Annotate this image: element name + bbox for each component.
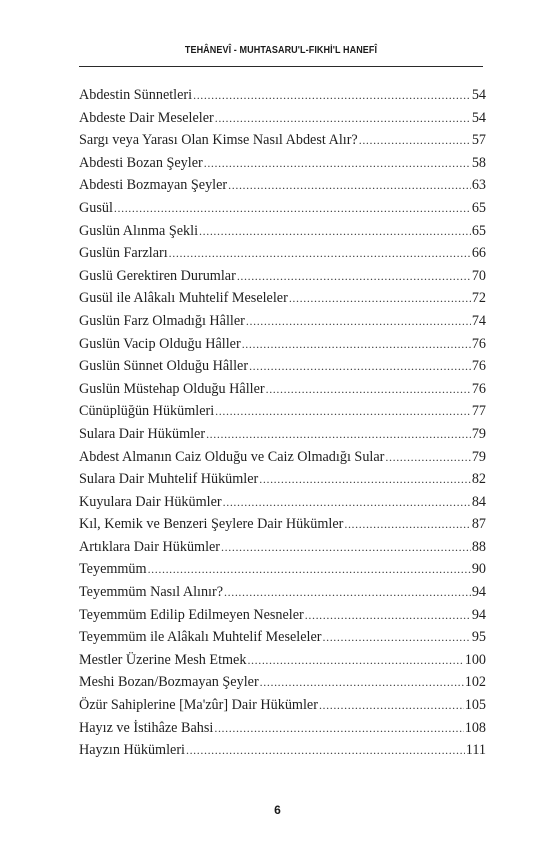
toc-entry <box>79 446 486 469</box>
toc-entry-page: 66 <box>471 245 486 262</box>
dot-leader <box>193 84 471 107</box>
toc-entry-page: 108 <box>464 719 486 736</box>
toc-entry-title: Abdest Almanın Caiz Olduğu ve Caiz Olmadığı Sular <box>79 448 385 465</box>
dot-leader <box>259 468 471 491</box>
toc-entry-page: 100 <box>464 651 486 668</box>
toc-entry-page: 88 <box>471 538 486 555</box>
toc-entry-page: 94 <box>471 584 486 601</box>
toc-entry <box>79 581 486 604</box>
toc-entry-page: 72 <box>471 290 486 307</box>
toc-entry <box>79 423 486 446</box>
toc-entry-title: Teyemmüm ile Alâkalı Muhtelif Meseleler <box>79 629 322 646</box>
toc-entry-page: 77 <box>471 403 486 420</box>
toc-entry <box>79 694 486 717</box>
toc-entry-title: Kuyulara Dair Hükümler <box>79 493 222 510</box>
toc-entry-page: 90 <box>471 561 486 578</box>
toc-entry-title: Guslü Gerektiren Durumlar <box>79 267 236 284</box>
toc-entry-page: 79 <box>471 425 486 442</box>
toc-entry <box>79 649 486 672</box>
dot-leader <box>199 220 471 243</box>
toc-entry-title: Mestler Üzerine Mesh Etmek <box>79 651 247 668</box>
toc-entry-page: 95 <box>471 629 486 646</box>
toc-entry <box>79 468 486 491</box>
dot-leader <box>344 513 470 536</box>
toc-entry <box>79 400 486 423</box>
toc-entry-page: 82 <box>471 471 486 488</box>
toc-entry-title: Abdeste Dair Meseleler <box>79 109 214 126</box>
toc-entry-title: Guslün Alınma Şekli <box>79 222 199 239</box>
dot-leader <box>323 626 471 649</box>
toc-entry-title: Abdestin Sünnetleri <box>79 87 193 103</box>
toc-entry <box>79 378 486 401</box>
toc-entry <box>79 491 486 514</box>
toc-entry-page: 87 <box>471 516 486 533</box>
toc-entry <box>79 220 486 243</box>
toc-entry-title: Kıl, Kemik ve Benzeri Şeylere Dair Hükümler <box>79 516 344 533</box>
toc-entry <box>79 671 486 694</box>
toc-entry <box>79 152 486 175</box>
toc-entry-title: Hayız ve İstihâze Bahsi <box>79 719 214 736</box>
dot-leader <box>305 604 471 627</box>
toc-entry-title: Teyemmüm Nasıl Alınır? <box>79 584 224 601</box>
toc-entry <box>79 717 486 740</box>
toc-entry-title: Sargı veya Yarası Olan Kimse Nasıl Abdest Alır? <box>79 132 358 149</box>
toc-entry-page: 54 <box>471 87 486 103</box>
dot-leader <box>215 107 471 130</box>
toc-entry <box>79 513 486 536</box>
toc-entry <box>79 604 486 627</box>
toc-entry-title: Guslün Sünnet Olduğu Hâller <box>79 358 249 375</box>
toc-entry-page: 76 <box>471 380 486 397</box>
dot-leader <box>260 671 464 694</box>
toc-entry-page: 94 <box>471 606 486 623</box>
toc-entry-page: 76 <box>471 335 486 352</box>
dot-leader <box>385 446 470 469</box>
toc-entry <box>79 197 486 220</box>
toc-entry-page: 102 <box>464 674 486 691</box>
dot-leader <box>223 491 471 514</box>
toc-entry-title: Guslün Vacip Olduğu Hâller <box>79 335 241 352</box>
toc-entry <box>79 84 486 107</box>
toc-entry-title: Sulara Dair Muhtelif Hükümler <box>79 471 259 488</box>
toc-entry-page: 70 <box>471 267 486 284</box>
toc-entry <box>79 739 486 762</box>
toc-entry-page: 63 <box>471 177 486 194</box>
toc-entry-page: 65 <box>471 199 486 216</box>
toc-entry-title: Abdesti Bozan Şeyler <box>79 154 203 171</box>
toc-entry-page: 111 <box>465 742 486 759</box>
table-of-contents <box>79 84 486 762</box>
toc-entry-page: 58 <box>471 154 486 171</box>
toc-entry-title: Özür Sahiplerine [Ma'zûr] Dair Hükümler <box>79 697 318 714</box>
dot-leader <box>214 717 463 740</box>
toc-entry-title: Abdesti Bozmayan Şeyler <box>79 177 228 194</box>
toc-entry-page: 79 <box>471 448 486 465</box>
dot-leader <box>221 536 471 559</box>
dot-leader <box>228 174 471 197</box>
toc-entry-page: 54 <box>471 109 486 126</box>
dot-leader <box>319 694 464 717</box>
page-number: 6 <box>274 803 281 817</box>
toc-entry <box>79 626 486 649</box>
dot-leader <box>242 333 471 356</box>
dot-leader <box>246 310 471 333</box>
toc-entry <box>79 333 486 356</box>
dot-leader <box>169 242 471 265</box>
toc-entry-title: Hayzın Hükümleri <box>79 742 185 759</box>
toc-entry <box>79 129 486 152</box>
dot-leader <box>148 558 471 581</box>
dot-leader <box>186 739 465 762</box>
running-header: TEHÂNEVÎ - MUHTASARU'L-FIKHİ'L HANEFÎ <box>184 44 378 56</box>
toc-entry <box>79 558 486 581</box>
dot-leader <box>289 287 471 310</box>
toc-entry-page: 65 <box>471 222 486 239</box>
toc-entry-title: Gusül <box>79 199 113 216</box>
dot-leader <box>266 378 471 401</box>
dot-leader <box>204 152 471 175</box>
toc-entry <box>79 242 486 265</box>
header-rule <box>79 66 483 67</box>
toc-entry <box>79 536 486 559</box>
dot-leader <box>237 265 471 288</box>
toc-entry <box>79 310 486 333</box>
toc-entry <box>79 287 486 310</box>
dot-leader <box>206 423 471 446</box>
toc-entry-title: Gusül ile Alâkalı Muhtelif Meseleler <box>79 290 288 307</box>
toc-entry-page: 76 <box>471 358 486 375</box>
toc-entry-page: 84 <box>471 493 486 510</box>
toc-entry <box>79 265 486 288</box>
toc-entry <box>79 174 486 197</box>
dot-leader <box>224 581 471 604</box>
dot-leader <box>215 400 471 423</box>
toc-entry-title: Guslün Farz Olmadığı Hâller <box>79 312 245 329</box>
toc-entry-title: Cünüplüğün Hükümleri <box>79 403 215 420</box>
toc-entry-title: Meshi Bozan/Bozmayan Şeyler <box>79 674 259 691</box>
toc-entry-title: Guslün Müstehap Olduğu Hâller <box>79 380 265 397</box>
dot-leader <box>114 197 471 220</box>
toc-entry-title: Sulara Dair Hükümler <box>79 425 206 442</box>
toc-entry-page: 74 <box>471 312 486 329</box>
toc-entry-title: Guslün Farzları <box>79 245 168 262</box>
toc-entry-title: Teyemmüm <box>79 561 147 578</box>
toc-entry-page: 105 <box>464 697 486 714</box>
toc-entry-title: Artıklara Dair Hükümler <box>79 538 221 555</box>
toc-entry <box>79 355 486 378</box>
toc-entry-title: Teyemmüm Edilip Edilmeyen Nesneler <box>79 606 304 623</box>
toc-entry-page: 57 <box>471 132 486 149</box>
dot-leader <box>249 355 471 378</box>
dot-leader <box>359 129 471 152</box>
toc-entry <box>79 107 486 130</box>
dot-leader <box>247 649 463 672</box>
